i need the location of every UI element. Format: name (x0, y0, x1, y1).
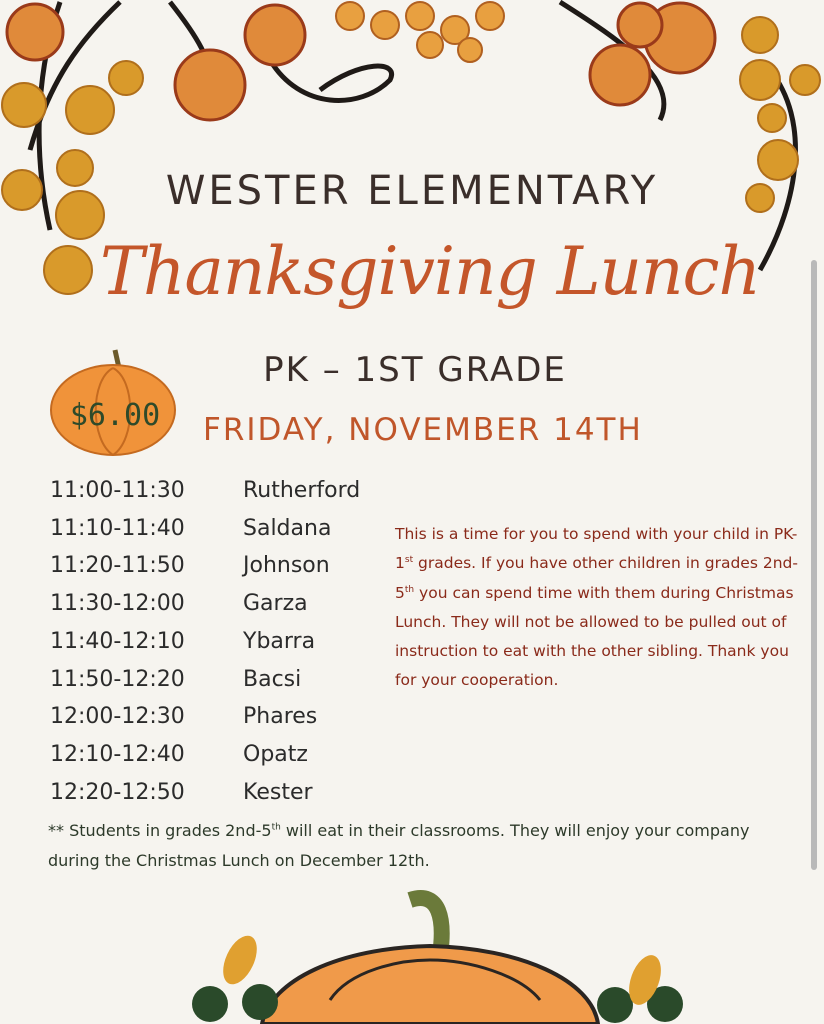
info-note (395, 520, 800, 696)
time-slot: 11:20-11:50 (50, 553, 185, 579)
schedule-row (50, 629, 315, 666)
teacher-name: Phares (243, 704, 318, 730)
teacher-name: Saldana (243, 515, 332, 541)
note-text: you can spend time with them during Christmas Lunch. They will not be allowed to be pulled out of instruction to eat with the other sibling. Thank you for your cooperation. (395, 583, 794, 690)
event-title: Thanksgiving Lunch (99, 233, 761, 310)
grade-range: PK – 1ST GRADE (263, 350, 567, 390)
schedule-row (50, 742, 308, 779)
note-text: grades. If you have other children in grades 2nd-5 (395, 554, 798, 602)
schedule-row (50, 704, 317, 741)
teacher-name: Rutherford (243, 478, 361, 503)
schedule-row (50, 780, 313, 817)
time-slot: 11:00-11:30 (50, 478, 185, 503)
teacher-name: Opatz (243, 741, 308, 767)
school-name: WESTER ELEMENTARY (165, 168, 659, 214)
event-date: FRIDAY, NOVEMBER 14TH (203, 412, 643, 448)
price-label: $6.00 (69, 398, 161, 433)
note-sup: st (404, 555, 414, 566)
teacher-name: Ybarra (243, 628, 316, 654)
pumpkin-icon (262, 898, 598, 1024)
footnote-text: will eat in their classrooms. They will enjoy your company during the Christmas Lunch on December 12th. (48, 821, 750, 870)
time-slot: 11:50-12:20 (50, 666, 185, 692)
footnote-text: ** Students in grades 2nd-5 (48, 821, 272, 840)
schedule-row (50, 553, 330, 590)
scrollbar[interactable] (811, 260, 817, 870)
time-slot: 11:40-12:10 (50, 628, 185, 654)
time-slot: 12:10-12:40 (50, 741, 185, 767)
teacher-name: Johnson (243, 553, 330, 579)
schedule-row (50, 667, 301, 704)
teacher-name: Bacsi (243, 666, 302, 692)
footnote-sup: th (271, 822, 281, 833)
schedule-row (50, 478, 360, 515)
note-sup: th (404, 584, 415, 595)
time-slot: 11:10-11:40 (50, 515, 185, 541)
schedule-row (50, 591, 308, 628)
schedule-row (50, 516, 331, 553)
time-slot: 12:20-12:50 (50, 779, 185, 805)
footnote (48, 816, 798, 876)
time-slot: 11:30-12:00 (50, 591, 185, 617)
teacher-name: Garza (243, 591, 308, 617)
note-text: This is a time for you to spend with your child in PK-1 (395, 525, 798, 573)
teacher-name: Kester (243, 779, 313, 805)
time-slot: 12:00-12:30 (50, 704, 185, 730)
